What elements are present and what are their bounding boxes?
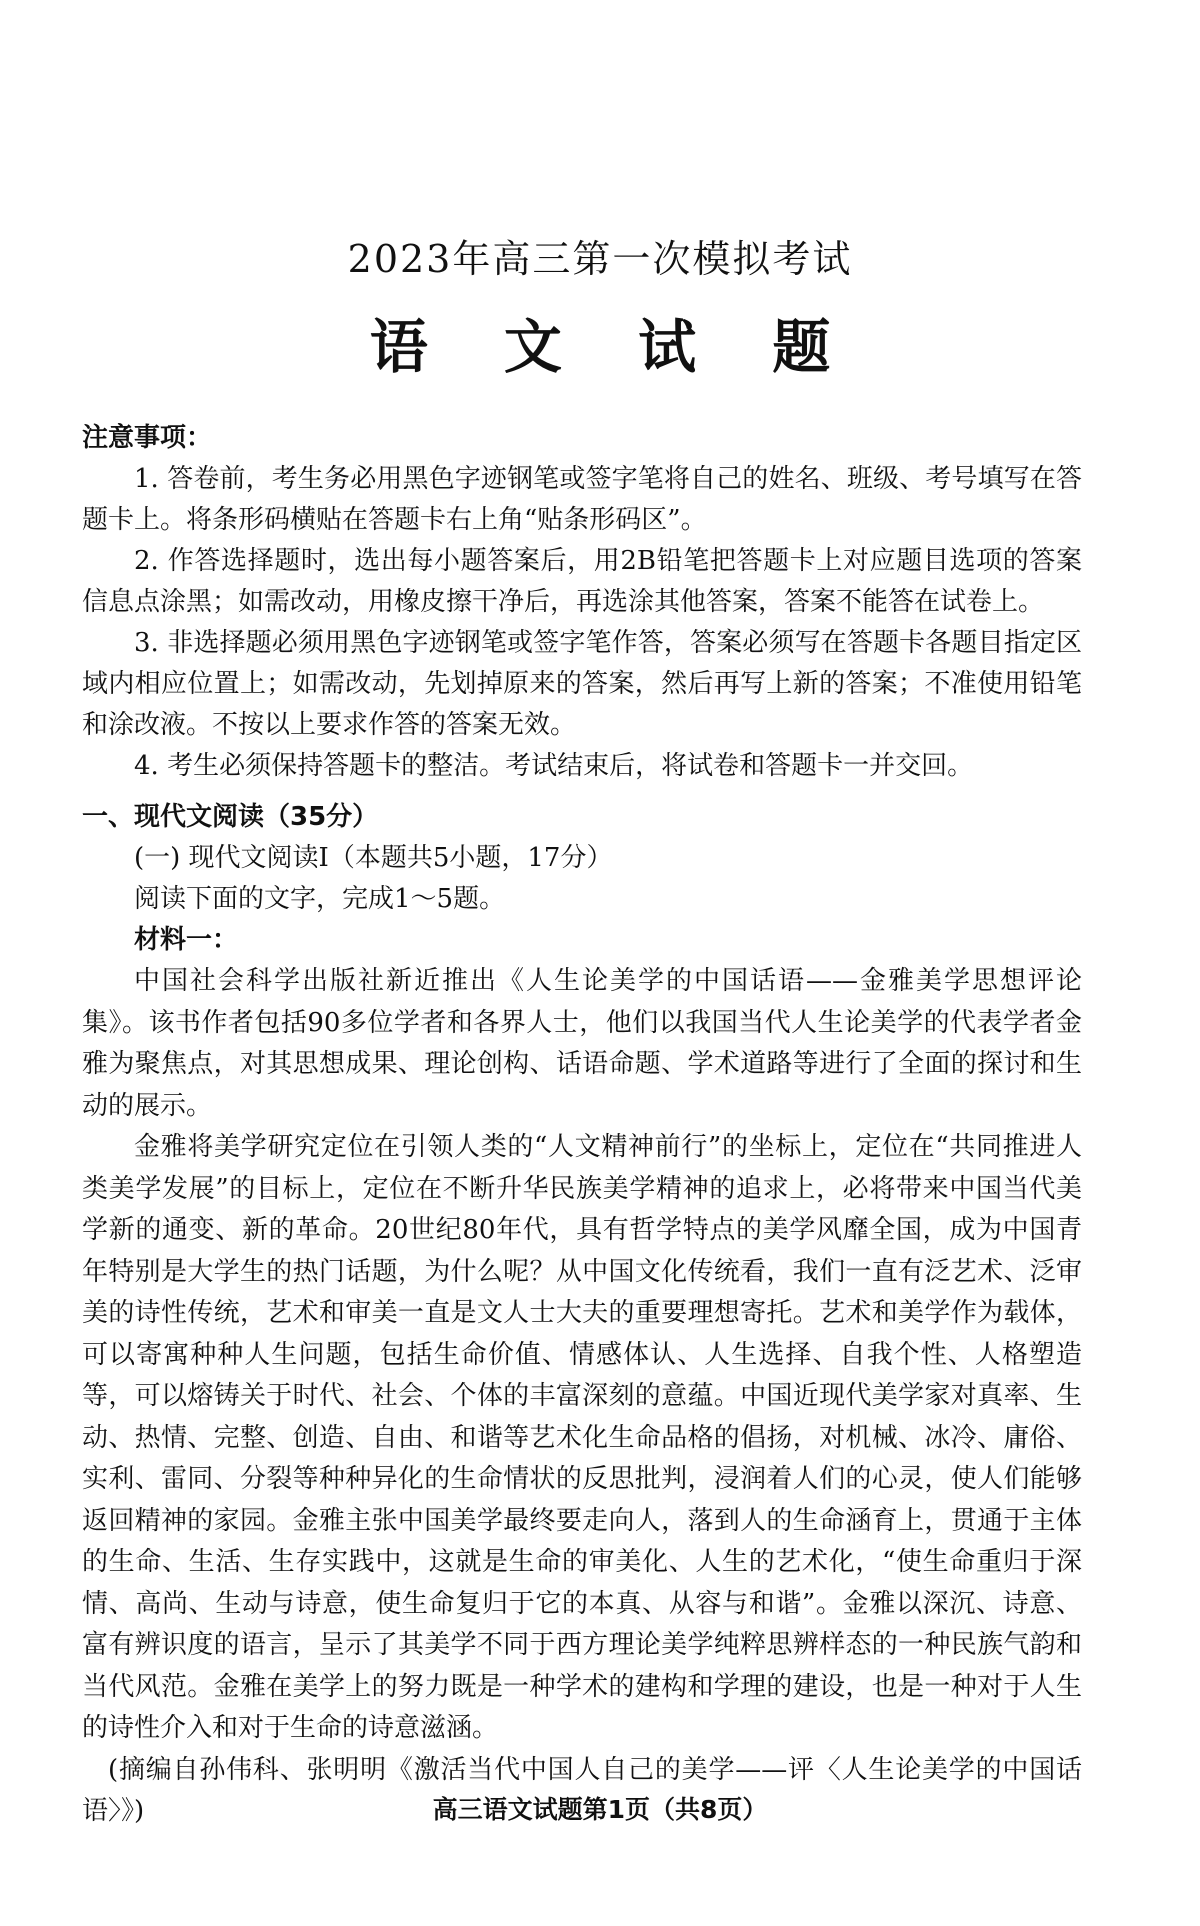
exam-title: 2023年高三第一次模拟考试 <box>347 237 853 281</box>
material-paragraph: 金雅将美学研究定位在引领人类的“人文精神前行”的坐标上，定位在“共同推进人类美学发展”的目标上，定位在不断升华民族美学精神的追求上，必将带来中国当代美学新的通变、新的革命。20世纪80年代，具有哲学特点的美学风靡全国，成为中国青年特别是大学生的热门话题，为什么呢？从中国文化传统看，我们一直有泛艺术、泛审美的诗性传统，艺术和审美一直是文人士大夫的重要理想寄托。艺术和美学作为载体，可以寄寓种种人生问题，包括生命价值、情感体认、人生选择、自我个性、人格塑造等，可以熔铸关于时代、社会、个体的丰富深刻的意蕴。中国近现代美学家对真率、生动、热情、完整、创造、自由、和谐等艺术化生命品格的倡扬，对机械、冰冷、庸俗、实利、雷同、分裂等种种异化的生命情状的反思批判，浸润着人们的心灵，使人们能够返回精神的家园。金雅主张中国美学最终要走向人，落到人的生命涵育上，贯通于主体的生命、生活、生存实践中，这就是生命的审美化、人生的艺术化，“使生命重归于深情、高尚、生动与诗意，使生命复归于它的本真、从容与和谐”。金雅以深沉、诗意、富有辨识度的语言，呈示了其美学不同于西方理论美学纯粹思辨样态的一种民族气韵和当代风范。金雅在美学上的努力既是一种学术的建构和学理的建设，也是一种对于人生的诗性介入和对于生命的诗意滋涵。 <box>82 1132 1082 1743</box>
reading-instruction: 阅读下面的文字，完成1～5题。 <box>134 884 506 914</box>
section-subtitle: (一) 现代文阅读Ⅰ（本题共5小题，17分） <box>134 843 613 873</box>
page-footer: 高三语文试题第1页（共8页） <box>432 1795 768 1824</box>
page-content <box>82 418 1082 1832</box>
notice-item: 4. 考生必须保持答题卡的整洁。考试结束后，将试卷和答题卡一并交回。 <box>134 751 974 781</box>
notice-item: 1. 答卷前，考生务必用黑色字迹钢笔或签字笔将自己的姓名、班级、考号填写在答题卡上。将条形码横贴在答题卡右上角“贴条形码区”。 <box>82 464 1082 535</box>
material-label: 材料一： <box>134 925 239 955</box>
notice-heading: 注意事项： <box>82 423 213 453</box>
notice-item: 3. 非选择题必须用黑色字迹钢笔或签字笔作答，答案必须写在答题卡各题目指定区域内相应位置上；如需改动，先划掉原来的答案，然后再写上新的答案；不准使用铅笔和涂改液。不按以上要求作答的答案无效。 <box>82 628 1082 740</box>
subject-title: 语 文 试 题 <box>369 313 859 381</box>
material-source: (摘编自孙伟科、张明明《激活当代中国人自己的美学——评〈人生论美学的中国话语〉》) <box>82 1754 1082 1826</box>
section-title: 一、现代文阅读（35分） <box>82 802 379 832</box>
material-paragraph: 中国社会科学出版社新近推出《人生论美学的中国话语——金雅美学思想评论集》。该书作者包括90多位学者和各界人士，他们以我国当代人生论美学的代表学者金雅为聚焦点，对其思想成果、理论创构、话语命题、学术道路等进行了全面的探讨和生动的展示。 <box>82 966 1082 1121</box>
notice-item: 2. 作答选择题时，选出每小题答案后，用2B铅笔把答题卡上对应题目选项的答案信息点涂黑；如需改动，用橡皮擦干净后，再选涂其他答案，答案不能答在试卷上。 <box>82 546 1082 617</box>
